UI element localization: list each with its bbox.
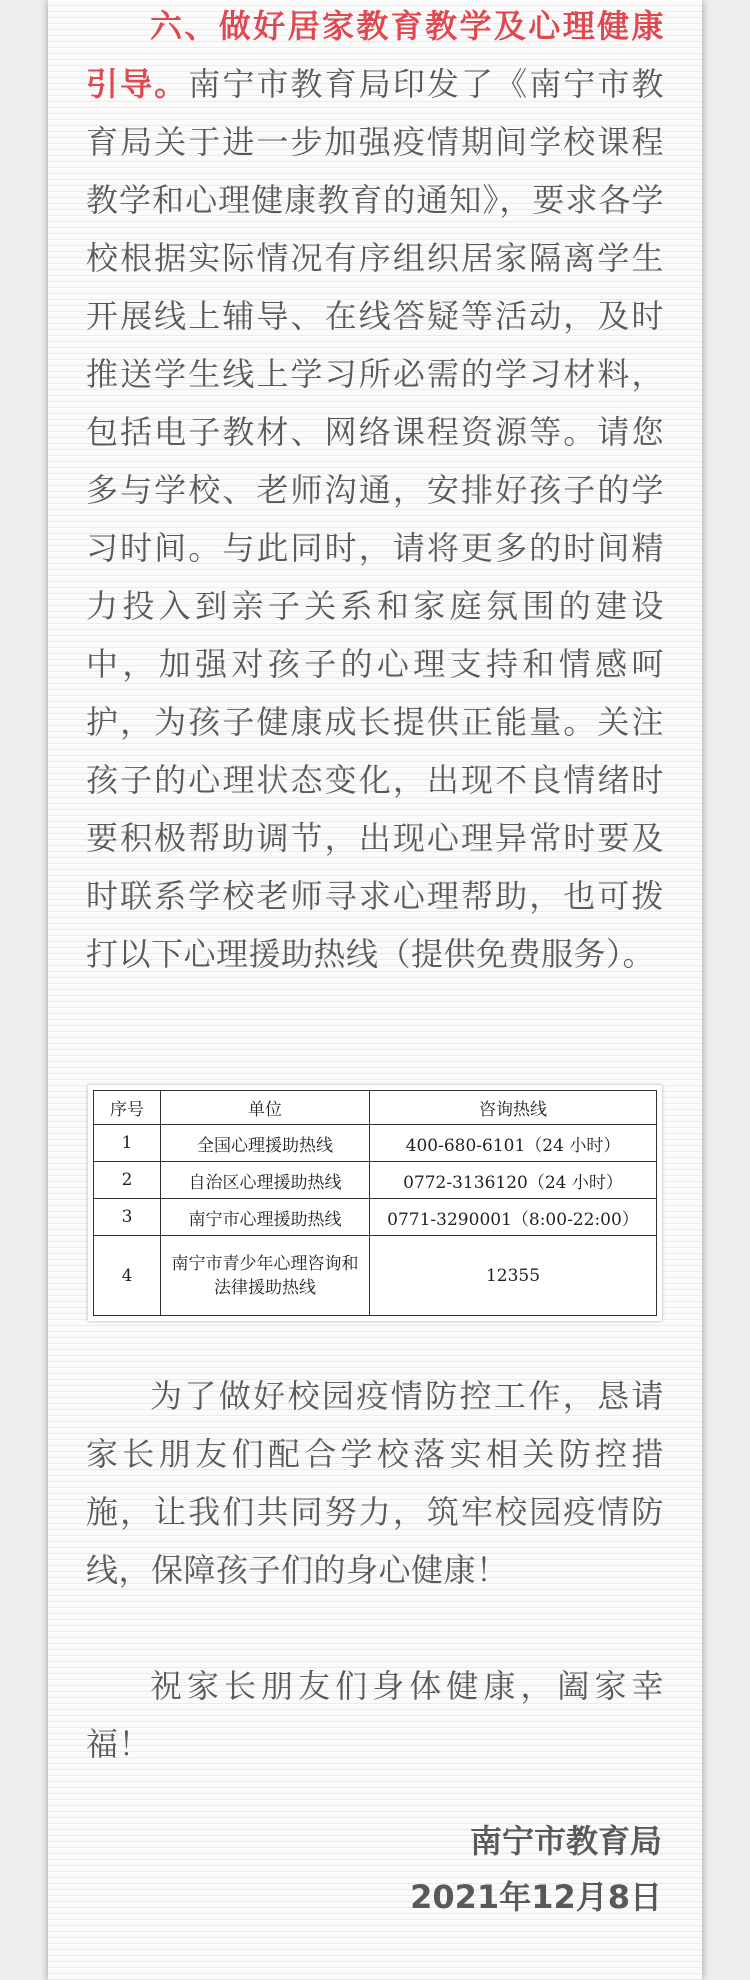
row-unit: 全国心理援助热线 [161, 1125, 370, 1162]
signature-date: 2021年12月8日 [410, 1878, 662, 1916]
table-row [94, 1199, 657, 1236]
row-no: 3 [94, 1199, 161, 1236]
row-unit: 自治区心理援助热线 [161, 1162, 370, 1199]
header-no: 序号 [94, 1091, 161, 1125]
row-phone: 0772-3136120（24 小时） [370, 1162, 657, 1199]
table-row [94, 1125, 657, 1162]
wish-paragraph: 祝家长朋友们身体健康，阖家幸福！ [86, 1667, 664, 1763]
hotline-table-image [88, 1085, 662, 1321]
row-unit: 南宁市青少年心理咨询和法律援助热线 [161, 1236, 370, 1316]
appeal-paragraph: 为了做好校园疫情防控工作，恳请家长朋友们配合学校落实相关防控措施，让我们共同努力，筑牢校园疫情防线，保障孩子们的身心健康！ [86, 1377, 664, 1589]
row-no: 2 [94, 1162, 161, 1199]
row-no: 4 [94, 1236, 161, 1316]
section-6-body: 南宁市教育局印发了《南宁市教育局关于进一步加强疫情期间学校课程教学和心理健康教育的通知》，要求各学校根据实际情况有序组织居家隔离学生开展线上辅导、在线答疑等活动，及时推送学生线上学习所必需的学习材料，包括电子教材、网络课程资源等。请您多与学校、老师沟通，安排好孩子的学习时间。与此同时，请将更多的时间精力投入到亲子关系和家庭氛围的建设中，加强对孩子的心理支持和情感呵护，为孩子健康成长提供正能量。关注孩子的心理状态变化，出现不良情绪时要积极帮助调节，出现心理异常时要及时联系学校老师寻求心理帮助，也可拨打以下心理援助热线（提供免费服务）。 [86, 65, 664, 973]
row-phone: 12355 [370, 1236, 657, 1316]
section-6-paragraph [86, 0, 664, 983]
row-phone: 0771-3290001（8:00-22:00） [370, 1199, 657, 1236]
section-6-heading: 六、做好居家教育教学及心理健康引导。 [86, 7, 664, 103]
row-phone: 400-680-6101（24 小时） [370, 1125, 657, 1162]
row-no: 1 [94, 1125, 161, 1162]
row-unit: 南宁市心理援助热线 [161, 1199, 370, 1236]
table-header-row [94, 1091, 657, 1125]
header-phone: 咨询热线 [370, 1091, 657, 1125]
hotline-table [93, 1090, 657, 1316]
table-row [94, 1236, 657, 1316]
signature-org: 南宁市教育局 [469, 1822, 662, 1860]
header-unit: 单位 [161, 1091, 370, 1125]
table-row [94, 1162, 657, 1199]
